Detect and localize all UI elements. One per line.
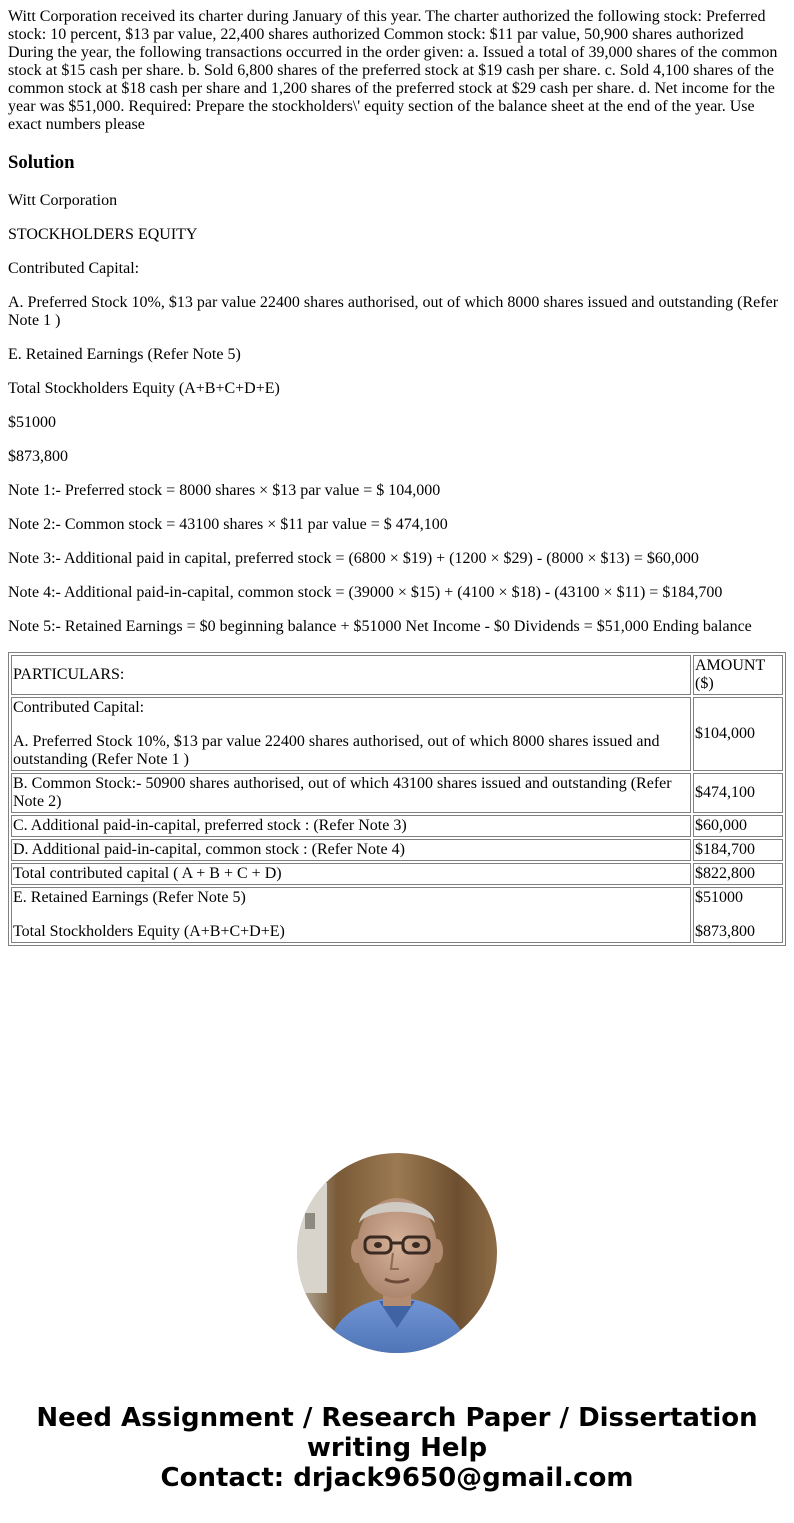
row-line: Contributed Capital: xyxy=(13,699,145,716)
promo-line: writing Help xyxy=(306,1433,488,1463)
note-3: Note 3:- Additional paid in capital, preferred stock = (6800 × $19) + (1200 × $29) - (8000 × $13) = $60,000 xyxy=(8,550,699,567)
company-name: Witt Corporation xyxy=(8,192,118,209)
row-amount: $60,000 xyxy=(693,815,783,837)
promo-line: Need Assignment / Research Paper / Dissertation xyxy=(36,1403,758,1433)
line-e-text: E. Retained Earnings (Refer Note 5) xyxy=(8,346,241,363)
note-1: Note 1:- Preferred stock = 8000 shares × $13 par value = $ 104,000 xyxy=(8,482,441,499)
row-particulars xyxy=(11,697,691,771)
row-line: Total Stockholders Equity (A+B+C+D+E) xyxy=(13,923,285,940)
table-row xyxy=(11,863,783,885)
row-line: A. Preferred Stock 10%, $13 par value 22400 shares authorised, out of which 8000 shares issued and outstanding (Refer Note 1 ) xyxy=(13,733,660,768)
question-text: Witt Corporation received its charter during January of this year. The charter authorized the following stock: Preferred stock: 10 percent, $13 par value, 22,400 shares authorized Common stock: $11 par value, 50,900 shares authorized During the year, the following transactions occurred in the order given: a. Issued a total of 39,000 shares of the common stock at $15 cash per share. b. Sold 6,800 shares of the preferred stock at $19 cash per share. c. Sold 4,100 shares of the common stock at $18 cash per share and 1,200 shares of the preferred stock at $29 cash per share. d. Net income for the year was $51,000. Required: Prepare the stockholders\' equity section of the balance sheet at the end of the year. Use exact numbers please xyxy=(8,8,778,133)
line-a-text: A. Preferred Stock 10%, $13 par value 22400 shares authorised, out of which 8000 shares issued and outstanding (Refer Note 1 ) xyxy=(8,294,779,329)
equity-table xyxy=(8,652,786,946)
table-row xyxy=(11,697,783,771)
row-amount: $822,800 xyxy=(693,863,783,885)
row-particulars xyxy=(11,887,691,943)
header-amount: AMOUNT ($) xyxy=(693,655,783,695)
author-photo-icon xyxy=(297,1153,497,1353)
row-amount: $104,000 xyxy=(693,697,783,771)
table-header-row xyxy=(11,655,783,695)
row-amount: $474,100 xyxy=(693,773,783,813)
row-amount: $184,700 xyxy=(693,839,783,861)
row-particulars: D. Additional paid-in-capital, common stock : (Refer Note 4) xyxy=(11,839,691,861)
avatar xyxy=(297,1153,497,1353)
row-amount-line: $51000 xyxy=(695,889,743,906)
promo-banner xyxy=(0,1403,794,1493)
row-amount-line: $873,800 xyxy=(695,923,755,940)
table-row xyxy=(11,773,783,813)
row-particulars: B. Common Stock:- 50900 shares authorised, out of which 43100 shares issued and outstanding (Refer Note 2) xyxy=(11,773,691,813)
header-particulars: PARTICULARS: xyxy=(11,655,691,695)
note-5: Note 5:- Retained Earnings = $0 beginning balance + $51000 Net Income - $0 Dividends = $51,000 Ending balance xyxy=(8,618,752,635)
row-particulars: Total contributed capital ( A + B + C + D) xyxy=(11,863,691,885)
promo-contact: Contact: drjack9650@gmail.com xyxy=(160,1463,634,1493)
value-e-text: $51000 xyxy=(8,414,56,431)
row-line: E. Retained Earnings (Refer Note 5) xyxy=(13,889,246,906)
section-title: STOCKHOLDERS EQUITY xyxy=(8,226,198,243)
row-particulars: C. Additional paid-in-capital, preferred stock : (Refer Note 3) xyxy=(11,815,691,837)
row-amount xyxy=(693,887,783,943)
table-row xyxy=(11,839,783,861)
table-row xyxy=(11,815,783,837)
value-total-text: $873,800 xyxy=(8,448,68,465)
solution-heading: Solution xyxy=(8,152,75,173)
note-4: Note 4:- Additional paid-in-capital, common stock = (39000 × $15) + (4100 × $18) - (43100 × $11) = $184,700 xyxy=(8,584,723,601)
author-avatar-area xyxy=(297,1153,497,1353)
table-row xyxy=(11,887,783,943)
note-2: Note 2:- Common stock = 43100 shares × $11 par value = $ 474,100 xyxy=(8,516,448,533)
contributed-capital-label: Contributed Capital: xyxy=(8,260,140,277)
line-total-text: Total Stockholders Equity (A+B+C+D+E) xyxy=(8,380,280,397)
